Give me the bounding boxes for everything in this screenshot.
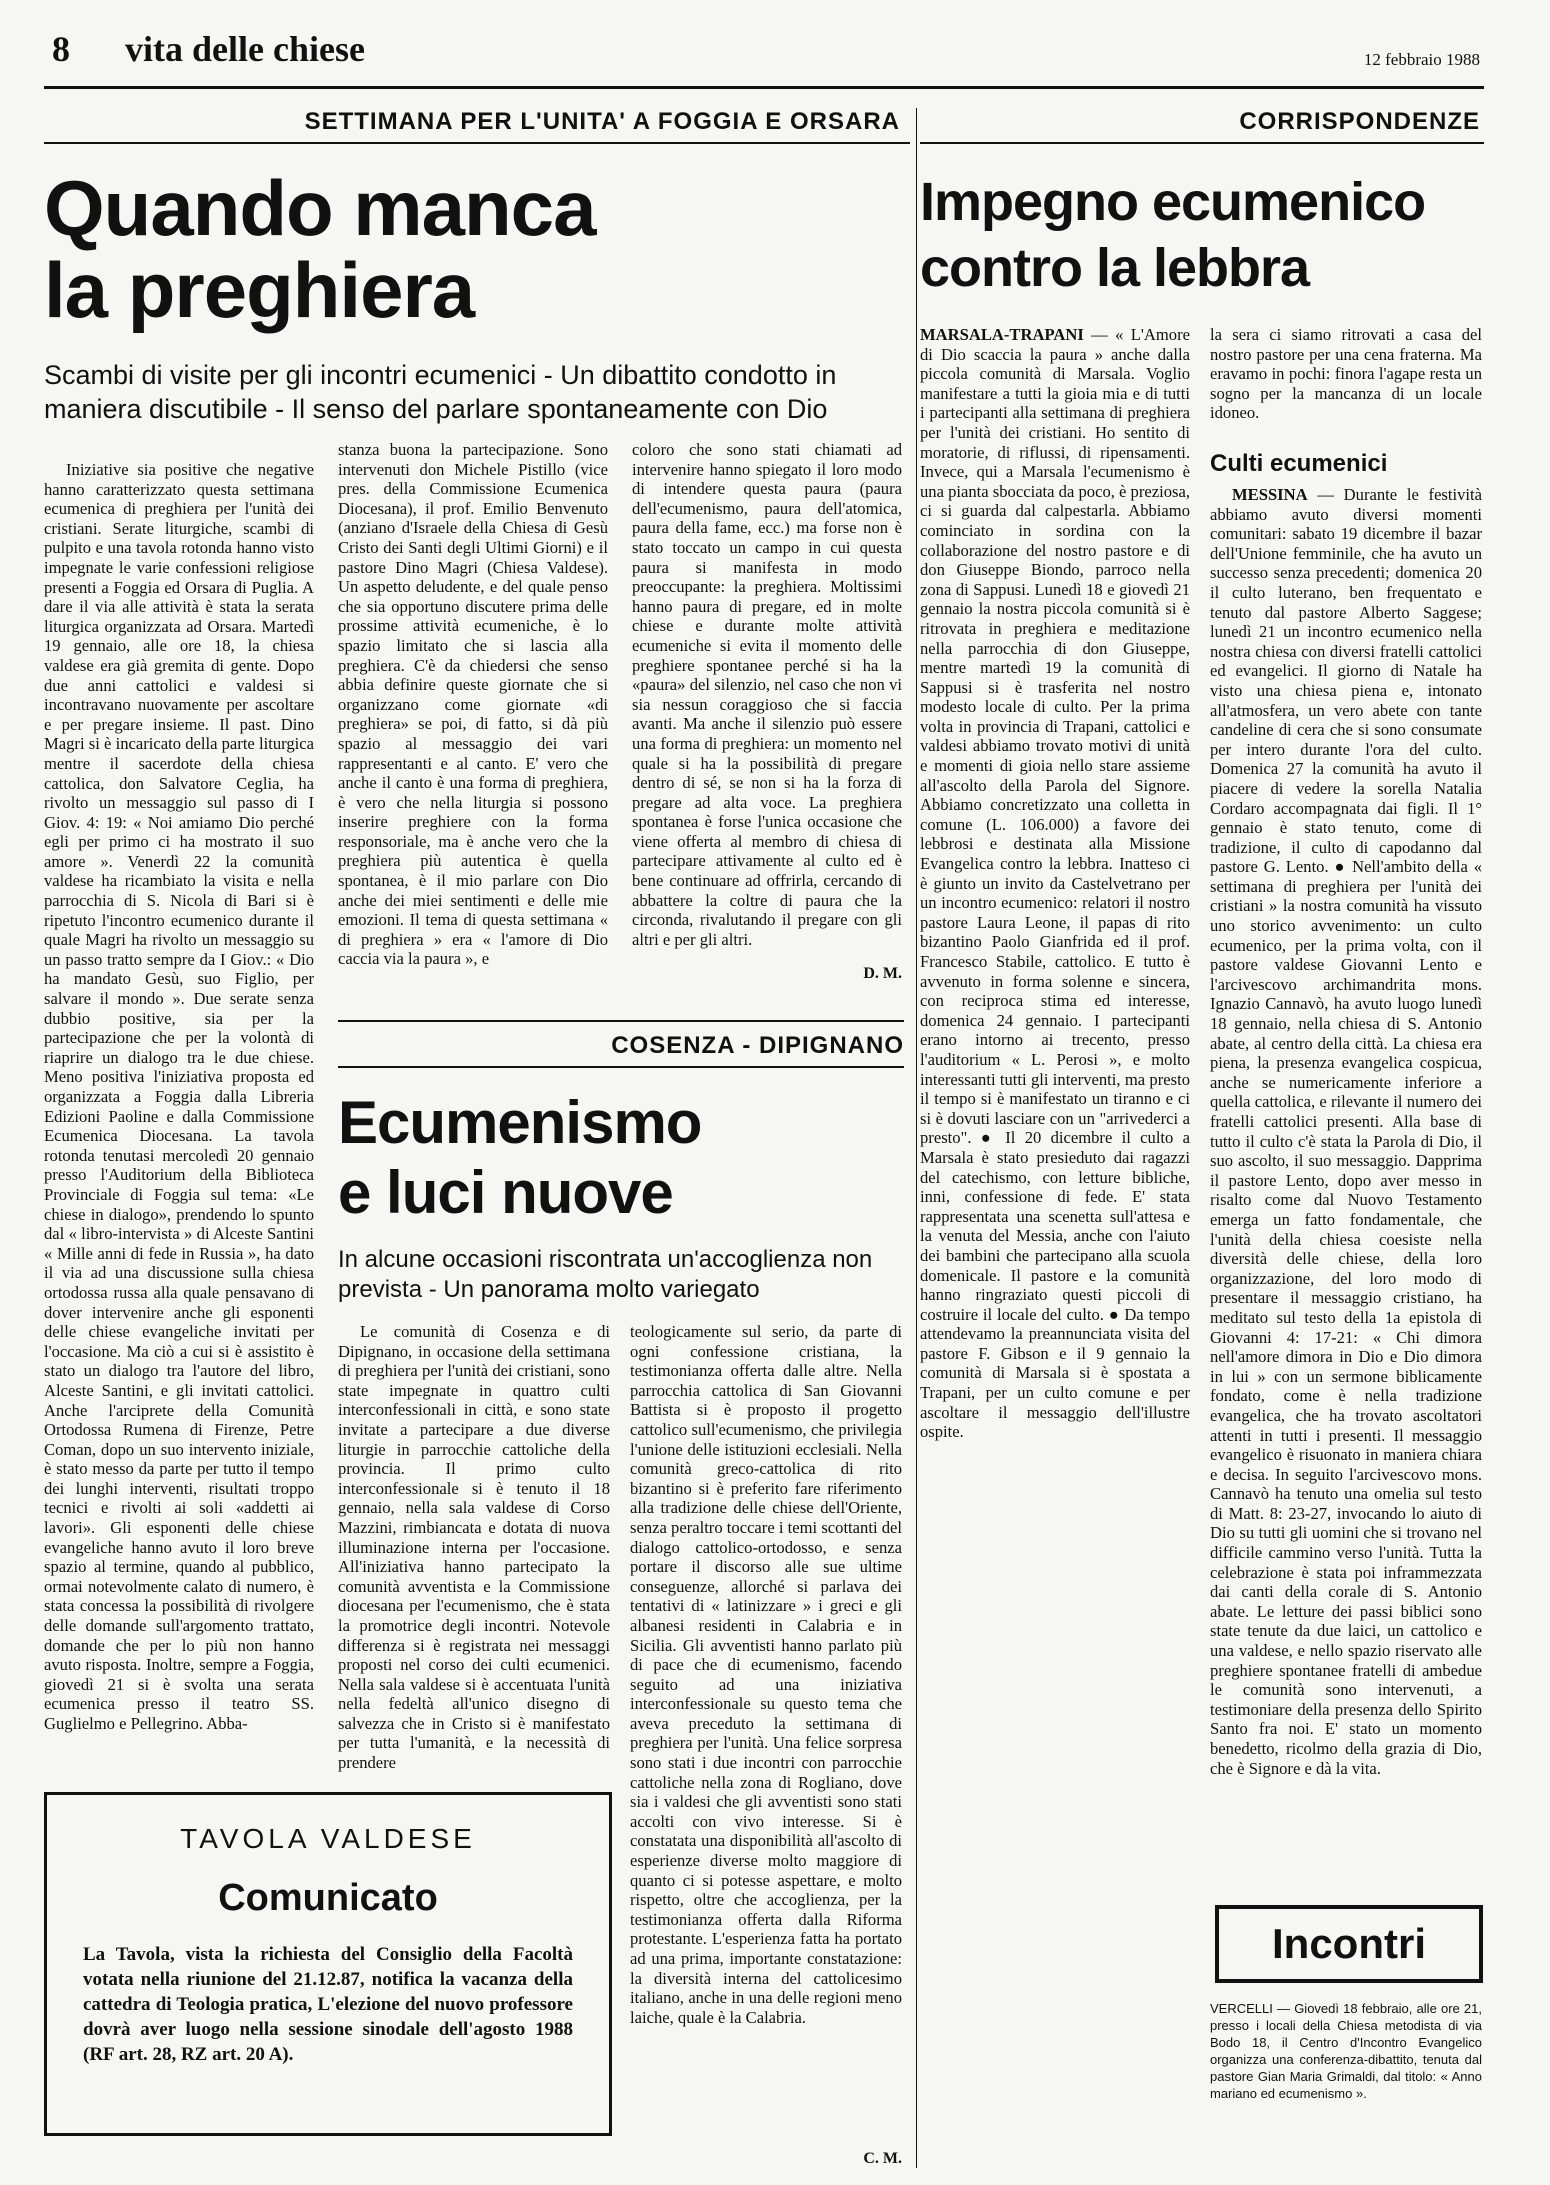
cosenza-headline-2: e luci nuove: [338, 1159, 673, 1226]
cosenza-headline-1: Ecumenismo: [338, 1089, 702, 1156]
right-column-1-text: — « L'Amore di Dio scaccia la paura » anche dalla piccola comunità di Marsala. Voglio manifestare a tutti la gioia mia e di tutti i partecipanti alla settimana di preghiera per l'unità dei cristiani. Ho sentito di moratorie, di riflussi, di ripensamenti. Invece, qui a Marsala l'ecumenismo è una pianta sbocciata da poco, è preziosa, ci si guarda dal calpestarla. Abbiamo cominciato in sordina con la collaborazione del nostro pastore e di don Giuseppe Biondo, parroco nella zona di Sappusi. Lunedì 18 e giovedì 21 gennaio la nostra piccola comunità si è ritrovata in preghiera e meditazione nella parrocchia di don Giuseppe, mentre martedì 19 la comunità di Sappusi si è trasferita nel nostro modesto locale di culto. Per la prima volta in provincia di Trapani, cattolici e valdesi abbiamo trovato motivi di unità e momenti di gioia nello stare assieme all'ascolto della Parola del Signore. Abbiamo concretizzato una colletta in comune (L. 106.000) a favore dei lebbrosi e destinata alla Missione Evangelica contro la lebbra. Inatteso ci è giunto un invito da Castelvetrano per un incontro ecumenico: relatori il nostro pastore Laura Leone, il papas di rito bizantino Paolo Gianfrida ed il prof. Francesco Stabile, cattolico. E tutto è avvenuto in forma solenne e sincera, con reciproca stima ed interesse, domenica 24 gennaio. I partecipanti erano intorno ai trecento, presso l'auditorium « L. Perosi », e molto interessanti tutti gli interventi, ma presto il tempo si è manifestato un tiranno e ci si è dovuti lasciare con un "arrivederci a presto". ● Il 20 dicembre il culto a Marsala è stato presieduto dai ragazzi del catechismo, con letture bibliche, inni, confessione di fede. E' stata rappresentata una scenetta sull'attesa e la venuta del Messia, anche con l'aiuto dei bambini che partecipano alla scuola domenicale. Il pastore e la comunità hanno ringraziato questi piccoli di costruire il locale del culto. ● Da tempo attendevamo la preannunciata visita del pastore F. Gibson e il 9 gennaio la comunità di Marsala si è spostata a Trapani, per un culto comune e per ascoltare il messaggio dell'illustre ospite.: [920, 325, 1190, 1442]
right-kicker: CORRISPONDENZE: [1239, 108, 1480, 135]
cosenza-column-2: [630, 1322, 902, 2147]
left-deck: Scambi di visite per gli incontri ecumenici - Un dibattito condotto in maniera discutibile - Il senso del parlare spontaneamente con Dio: [44, 360, 837, 424]
right-headline-2: contro la lebbra: [920, 238, 1310, 298]
left-column-2-text: stanza buona la partecipazione. Sono intervenuti don Michele Pistillo (vice pres. della Commissione Ecumenica Diocesana), il prof. Emilio Benvenuto (anziano d'Israele della Chiesa di Gesù Cristo dei Santi degli Ultimi Giorni) e il pastore Dino Magri (Chiesa Valdese). Un aspetto deludente, e del quale penso che sia opportuno discutere prima delle prossime attività ecumeniche, è lo spazio limitato che si lascia alla preghiera. C'è da chiedersi che senso abbia definire queste giornate che si organizzano come giornate «di preghiera» se poi, di fatto, si dà più spazio al messaggio dei vari rappresentanti e al canto. E' vero che anche il canto è una forma di preghiera, è vero che nella liturgia si possono inserire preghiere con la forma responsoriale, ma è anche vero che la preghiera più autentica è quella spontanea, è il mio parlare con Dio anche dei miei sentimenti e delle mie emozioni. Il tema di questa settimana « di preghiera » era « l'amore di Dio caccia via la paura », e: [338, 440, 608, 969]
right-column-2-text: la sera ci siamo ritrovati a casa del nostro pastore per una cena fraterna. Ma eravamo in pochi: finora l'agape resta un sogno per la mancanza di un locale idoneo.: [1210, 325, 1482, 423]
left-column-3: [632, 440, 902, 960]
left-column-2: [338, 440, 608, 980]
cosenza-kicker-rule: [338, 1066, 904, 1068]
box-heading: Comunicato: [218, 1877, 438, 1919]
cosenza-top-rule: [338, 1020, 904, 1022]
incontri-box-title: Incontri: [1215, 1905, 1483, 1983]
left-headline-2: la preghiera: [44, 246, 475, 334]
cosenza-kicker: COSENZA - DIPIGNANO: [611, 1032, 904, 1059]
left-headline-1: Quando manca: [44, 164, 596, 252]
tavola-valdese-box: [44, 1792, 612, 2136]
section-divider: [916, 108, 917, 2168]
right-dateline: MARSALA-TRAPANI: [920, 325, 1084, 344]
header-rule: [44, 86, 1484, 89]
section-title: vita delle chiese: [125, 29, 365, 69]
cosenza-column-1: [338, 1322, 610, 1807]
right-headline-1: Impegno ecumenico: [920, 172, 1426, 232]
cosenza-signature: C. M.: [863, 2150, 902, 2167]
left-column-1-text: Iniziative sia positive che negative hanno caratterizzato questa settimana ecumenica di preghiera per l'unità dei cristiani. Serate liturgiche, scambi di pulpito e una tavola rotonda hanno visto impegnate le varie confessioni religiose presenti a Foggia ed Orsara di Puglia. A dare il via alle attività è stata la serata liturgica organizzata ad Orsara. Martedì 19 gennaio, alle ore 18, la chiesa valdese era già gremita di gente. Dopo due anni cattolici e valdesi si incontravano nuovamente per ascoltare e per pregare insieme. Il past. Dino Magri si è incaricato della parte liturgica mentre il sacerdote della chiesa cattolica, don Salvatore Ceglia, ha rivolto un messaggio sul passo di I Giov. 4: 19: « Noi amiamo Dio perché egli per primo ci ha mostrato il suo amore ». Venerdì 22 la comunità valdese ha ricambiato la visita e nella parrocchia di S. Nicola di Bari si è ripetuto l'incontro ecumenico durante il quale Magri ha rivolto un messaggio su un passo tratto sempre da I Giov.: « Dio ha mandato Gesù, suo Figlio, per salvare il mondo ». Due serate senza dubbio positive, sia per la partecipazione che per la volontà di riaprire un dialogo tra le due chiese. Meno positiva l'iniziativa proposta ed organizzata a Foggia dalla Libreria Edizioni Paoline e dalla Commissione Ecumenica Diocesana. La tavola rotonda tenutasi mercoledì 20 gennaio presso l'Auditorium della Biblioteca Provinciale di Foggia sul tema: «Le chiese in dialogo», prendendo lo spunto dal « libro-intervista » di Alceste Santini « Mille anni di fede in Russia », ha dato il via ad una discussione sulla chiesa ortodossa russa alla quale pensavano di dover intervenire anche gli esponenti delle chiese evangeliche invitati per l'occasione. Ma ciò a cui si è assistito è stato un dialogo tra l'autore del libro, Alceste Santini, e gli invitati cattolici. Anche l'arciprete della Comunità Ortodossa Rumena di Firenze, Petre Coman, dopo un suo intervento iniziale, è stato messo da parte per tutto il tempo dei lunghi interventi, risultati troppo tecnici e rivolti ai soli «addetti ai lavori». Gli esponenti delle chiese evangeliche hanno avuto il loro breve spazio al termine, quando al pubblico, ormai notevolmente calato di numero, è stata concessa la possibilità di rivolgere delle domande sull'argomento trattato, domande che per lo più non hanno avuto risposta. Inoltre, sempre a Foggia, giovedì 21 si è svolta una serata ecumenica presso il teatro SS. Guglielmo e Pellegrino. Abba-: [44, 460, 314, 1733]
right-column-2-top: [1210, 325, 1482, 440]
box-title: TAVOLA VALDESE: [180, 1823, 476, 1854]
right-kicker-rule: [920, 142, 1484, 144]
left-kicker: SETTIMANA PER L'UNITA' A FOGGIA E ORSARA: [304, 108, 900, 135]
cosenza-column-1-text: Le comunità di Cosenza e di Dipignano, in occasione della settimana di preghiera per l'unità dei cristiani, sono state impegnate in quattro culti interconfessionali in città, e sono state invitate a partecipare a due diverse liturgie in parrocchie cattoliche della provincia. Il primo culto interconfessionale si è tenuto il 18 gennaio, nella sala valdese di Corso Mazzini, rimbiancata e dotata di nuova illuminazione interna per l'occasione. All'iniziativa hanno partecipato la comunità avventista e la Commissione diocesana per l'ecumenismo, che è stata la promotrice degli incontri. Notevole differenza si è registrata nei messaggi proposti nel corso dei culti ecumenici. Nella sala valdese si è accentuata l'unità nella fedeltà all'unico disegno di salvezza che in Cristo si è manifestato per tutta l'umanità, e la necessità di prendere: [338, 1322, 610, 1773]
incontri-text: VERCELLI — Giovedì 18 febbraio, alle ore 21, presso i locali della Chiesa metodista di via Bodo 18, il Centro d'Incontro Evangelico organizza una conferenza-dibattito, tenuta dal pastore Gian Maria Grimaldi, dal titolo: « Anno mariano ed ecumenismo ».: [1210, 2001, 1482, 2101]
page-number: 8: [52, 29, 70, 69]
right-column-1: [920, 325, 1190, 2165]
messina-dateline: MESSINA: [1232, 485, 1308, 504]
culti-ecumenici-subhead: Culti ecumenici: [1210, 450, 1388, 477]
messina-text: — Durante le festività abbiamo avuto diversi momenti comunitari: sabato 19 dicembre il bazar dell'Unione femminile, che ha avuto un successo senza precedenti; domenica 20 il culto luterano, ben frequentato e tenuto dal pastore Alberto Saggese; lunedì 21 un incontro ecumenico nella nostra chiesa con diversi fratelli cattolici ed evangelici. Il giorno di Natale ha visto una chiesa piena e, intonato all'atmosfera, un vero abete con tante candeline di cera che si sono consumate per intero durante l'ora del culto. Domenica 27 la comunità ha avuto il piacere di vedere la sorella Natalia Cordaro accompagnata dai figli. Il 1° gennaio è stato tenuto, come di tradizione, il culto di capodanno dal pastore G. Lento. ● Nell'ambito della « settimana di preghiera per l'unità dei cristiani » la nostra comunità ha vissuto uno storico avvenimento: un culto ecumenico, per la prima volta, con il pastore valdese Giovanni Lento e l'arcivescovo archimandrita mons. Ignazio Cannavò, ha avuto luogo lunedì 18 gennaio, nella chiesa di S. Antonio abate, al centro della città. La chiesa era piena, la presenza evangelica cospicua, anche se numericamente inferiore a quella cattolica, e rilevante il numero dei fratelli cattolici presenti. Alla base di tutto il culto c'è stata la Parola di Dio, il suo ascolto, il suo messaggio. Dapprima il pastore Lento, dopo aver messo in risalto come dal Nuovo Testamento emerga un fatto fondamentale, che l'unità della chiesa coesiste nella diversità delle chiese, della loro organizzazione, del loro modo di presentare il messaggio cristiano, ha meditato sul testo della 1a epistola di Giovanni 4: 17-21: « Chi dimora nell'amore dimora in Dio e Dio dimora in lui » con un sermone biblicamente fondato, come è nella tradizione evangelica, che ha trovato ascoltatori attenti in tutti i presenti. Il messaggio evangelico è risuonato in maniera chiara e decisa. In seguito l'arcivescovo mons. Cannavò ha tenuto una omelia sul testo di Matt. 8: 23-27, invocando lo aiuto di Dio su tutti gli uomini che si trovano nel difficile cammino verso l'unità. Tutta la celebrazione è stata poi inframmezzata dai canti della corale di S. Antonio abate. Le letture dei passi biblici sono state tenute da due laici, un cattolico e una valdese, e nello spazio riservato alle preghiere spontanee fratelli di ambedue le comunità sono intervenuti, a testimoniare della presenza dello Spirito Santo fra noi. E' stato un momento benedetto, ricolmo della grazia di Dio, che è Signore e dà la vita.: [1210, 485, 1482, 1778]
cosenza-column-2-text: teologicamente sul serio, da parte di ogni confessione cristiana, la testimonianza offerta dalle altre. Nella parrocchia cattolica di San Giovanni Battista si è proposto il progetto cattolico sull'ecumenismo, che privilegia l'unione delle istituzioni ecclesiali. Nella comunità greco-cattolica di rito bizantino si è preferito fare riferimento alla tradizione delle chiese dell'Oriente, senza peraltro toccare i temi scottanti del dialogo cattolico-ortodosso, e senza portare il discorso alle sue ultime conseguenze, allorché si parlava dei tentativi di « latinizzare » i greci e gli albanesi residenti in Calabria e in Sicilia. Gli avventisti hanno parlato più di pace che di ecumenismo, facendo seguito ad una iniziativa interconfessionale su questo tema che aveva preceduto la settimana di preghiera per l'unità. Una felice sorpresa sono stati i due incontri con parrocchie cattoliche nella zona di Rogliano, dove sia i valdesi che gli avventisti sono stati accolti con vivo interesse. Si è constatata una disponibilità all'ascolto di esperienze diverse molto maggiore di quanto ci si potesse aspettare, e molto rispetto, oltre che accoglienza, per la testimonianza offerta dalla Riforma protestante. L'esperienza fatta ha portato ad una prima, importante constatazione: la diversità interna del cattolicesimo italiano, anche in una delle regioni meno laiche, quale è la Calabria.: [630, 1322, 902, 2027]
left-column-3-text: coloro che sono stati chiamati ad intervenire hanno spiegato il loro modo di intendere questa paura (paura dell'ecumenismo, paura dell'atomica, paura della fame, ecc.) ma forse non è stato toccato un campo in cui questa paura si manifesta in modo preoccupante: la preghiera. Moltissimi hanno paura di pregare, ed in molte chiese e durante molte attività ecumeniche si evita il momento delle preghiere spontanee perché si ha la «paura» del silenzio, nel caso che non vi sia nessun coraggioso che si faccia avanti. Ma anche il silenzio può essere una forma di preghiera: un momento nel quale si ha la possibilità di pregare dentro di sé, se non si ha la forza di pregare ad alta voce. La preghiera spontanea è forse l'unica occasione che viene offerta al membro di chiesa di partecipare attivamente al culto ed è bene continuare ad offrirla, cercando di abbattere la coltre di paura che la circonda, rivalutando il pregare con gli altri e per gli altri.: [632, 440, 902, 949]
cosenza-deck: In alcune occasioni riscontrata un'accoglienza non prevista - Un panorama molto variegato: [338, 1246, 873, 1303]
issue-date: 12 febbraio 1988: [1363, 50, 1480, 69]
left-signature: D. M.: [863, 965, 902, 982]
left-kicker-rule: [44, 142, 910, 144]
right-column-2-body: [1210, 485, 1482, 1905]
box-text: La Tavola, vista la richiesta del Consiglio della Facoltà votata nella riunione del 21.12.87, notifica la vacanza della cattedra di Teologia pratica, L'elezione del nuovo professore dovrà aver luogo nella sessione sinodale dell'agosto 1988 (RF art. 28, RZ art. 20 A).: [83, 1944, 573, 2065]
left-column-1: [44, 460, 314, 1733]
